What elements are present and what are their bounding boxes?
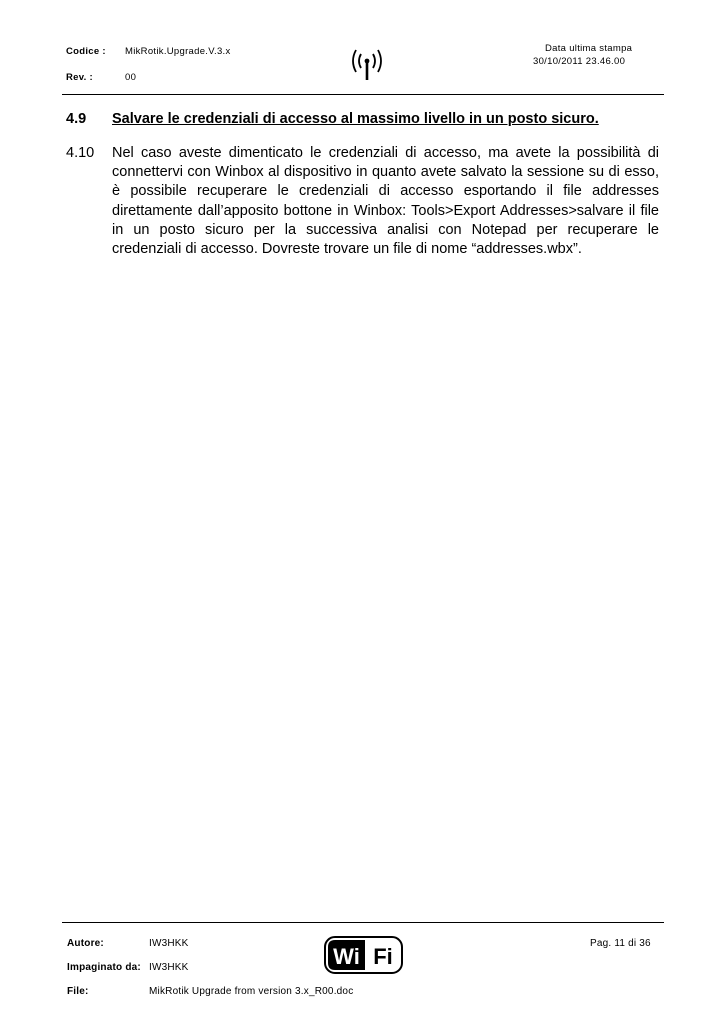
rev-label: Rev. :: [66, 72, 93, 83]
file-label: File:: [67, 986, 89, 997]
codice-value: MikRotik.Upgrade.V.3.x: [125, 46, 231, 57]
section-4-10-text: Nel caso aveste dimenticato le credenziali di accesso, ma avete la possibilità di connettervi con Winbox al dispositivo in quanto avete salvato la sessione su di esso, è possibile recuperare le credenziali di accesso esportando il file addresses direttamente dall’apposito bottone in Winbox: Tools>Export Addresses>salvare il file in un posto sicuro per la successiva analisi con Notepad per recuperare le credenziali di accesso. Dovreste trovare un file di nome “addresses.wbx”.: [112, 145, 659, 258]
author-value: IW3HKK: [149, 938, 189, 949]
page-number: Pag. 11 di 36: [590, 938, 651, 949]
file-value: MikRotik Upgrade from version 3.x_R00.doc: [149, 986, 354, 997]
antenna-icon: [347, 47, 387, 81]
layout-label: Impaginato da:: [67, 962, 141, 973]
section-4-10-number: 4.10: [66, 145, 95, 161]
print-date-value: 30/10/2011 23.46.00: [533, 56, 626, 67]
header-rule: [62, 94, 664, 95]
author-label: Autore:: [67, 938, 104, 949]
section-4-9-number: 4.9: [66, 111, 87, 127]
codice-label: Codice :: [66, 46, 106, 57]
wifi-logo-text-right: Fi: [373, 944, 393, 969]
footer-rule: [62, 922, 664, 923]
print-date-label: Data ultima stampa: [545, 43, 633, 54]
layout-value: IW3HKK: [149, 962, 189, 973]
section-4-9-title: Salvare le credenziali di accesso al massimo livello in un posto sicuro.: [112, 111, 599, 127]
rev-value: 00: [125, 72, 137, 83]
wifi-logo: [324, 936, 403, 974]
wifi-logo-text-left: Wi: [333, 944, 360, 969]
